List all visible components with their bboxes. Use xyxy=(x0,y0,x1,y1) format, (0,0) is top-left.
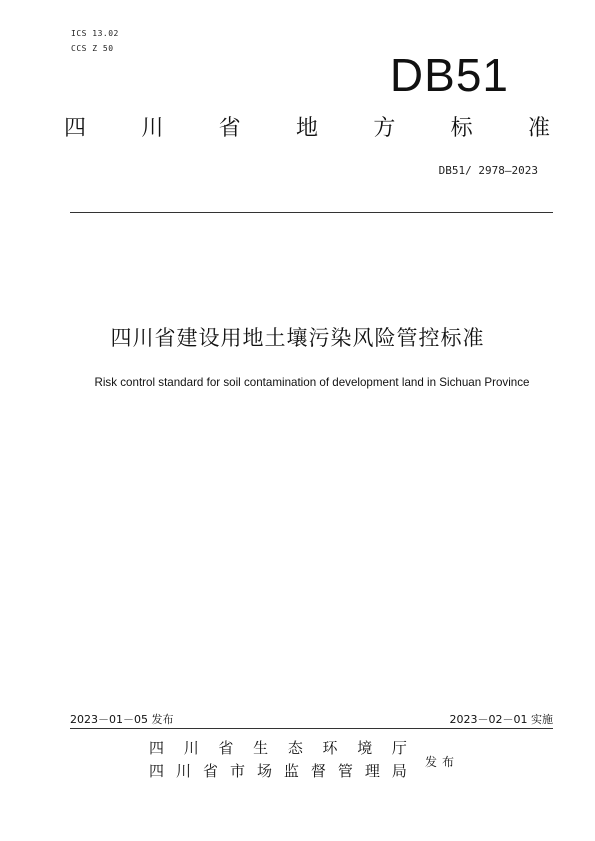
issuer-char: 环 xyxy=(322,739,338,757)
issuer-char: 督 xyxy=(310,762,326,780)
ccs-code: CCS Z 50 xyxy=(71,44,114,53)
header-divider xyxy=(70,212,553,213)
publish-label: 发布 xyxy=(425,755,460,769)
document-title-english: Risk control standard for soil contamination of development land in Sichuan Province xyxy=(94,376,530,389)
document-title-chinese: 四川省建设用地土壤污染风险管控标准 xyxy=(110,326,485,350)
issuer-char: 局 xyxy=(391,762,407,780)
issuer-char: 境 xyxy=(357,739,373,757)
issuer-char: 理 xyxy=(364,762,380,780)
footer-divider xyxy=(70,728,553,729)
issuer-char: 管 xyxy=(337,762,353,780)
standard-mark: DB51 xyxy=(389,49,509,101)
issuer-char: 省 xyxy=(218,739,234,757)
issuer-char: 态 xyxy=(287,739,303,757)
category-char: 准 xyxy=(527,116,550,141)
issuer-market-regulation-bureau xyxy=(149,762,407,780)
category-char: 省 xyxy=(218,116,241,141)
issuer-char: 场 xyxy=(256,762,272,780)
implementation-date: 2023－02－01 实施 xyxy=(449,713,553,726)
issuer-char: 川 xyxy=(183,739,199,757)
category-char: 标 xyxy=(450,116,473,141)
issuer-ecology-department xyxy=(149,739,407,757)
category-char: 川 xyxy=(141,116,164,141)
category-char: 四 xyxy=(64,116,87,141)
issuer-char: 市 xyxy=(229,762,245,780)
issue-date: 2023－01－05 发布 xyxy=(70,713,174,726)
issuer-char: 省 xyxy=(202,762,218,780)
issuer-char: 四 xyxy=(149,762,165,780)
issuer-char: 厅 xyxy=(391,739,407,757)
issuer-char: 川 xyxy=(175,762,191,780)
standard-category xyxy=(64,116,550,142)
issuer-char: 四 xyxy=(149,739,165,757)
category-char: 地 xyxy=(295,116,318,141)
issuer-char: 生 xyxy=(253,739,269,757)
standard-number: DB51/ 2978—2023 xyxy=(438,164,538,177)
issuer-char: 监 xyxy=(283,762,299,780)
category-char: 方 xyxy=(373,116,396,141)
ics-code: ICS 13.02 xyxy=(71,29,119,38)
